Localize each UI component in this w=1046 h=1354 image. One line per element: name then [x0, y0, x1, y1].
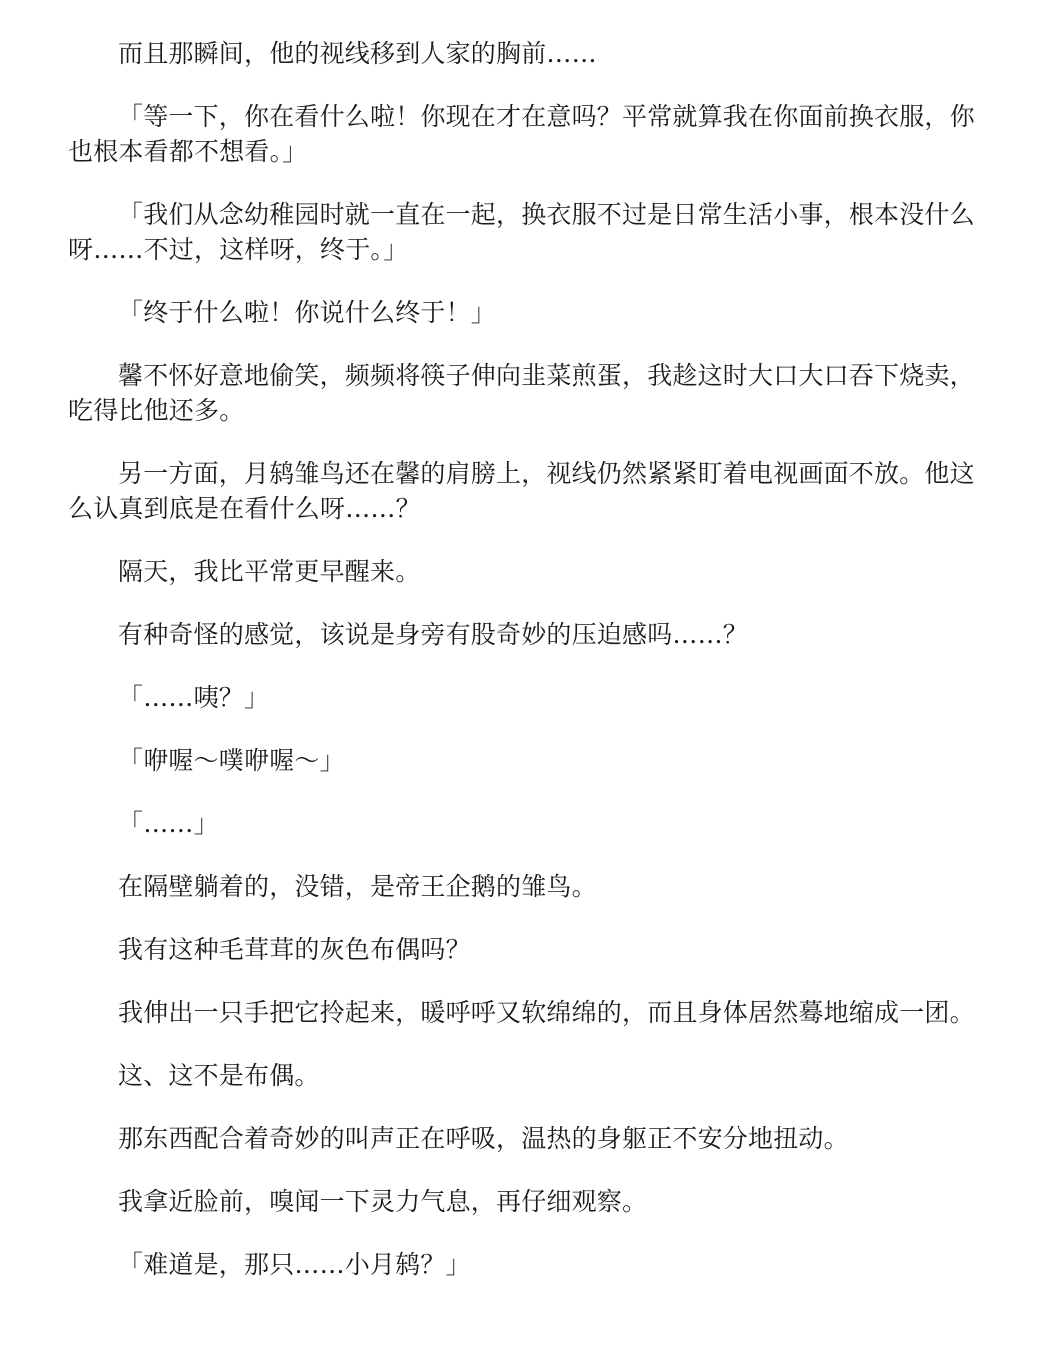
paragraph: 「终于什么啦！你说什么终于！」: [118, 298, 497, 327]
paragraph: 在隔壁躺着的，没错，是帝王企鹅的雏鸟。: [118, 872, 597, 901]
paragraph: 隔天，我比平常更早醒来。: [118, 557, 421, 586]
paragraph: 而且那瞬间，他的视线移到人家的胸前……: [118, 39, 597, 68]
paragraph: 「……」: [118, 809, 219, 838]
paragraph: 「难道是，那只……小月鸫？」: [118, 1250, 471, 1279]
paragraph: 这、这不是布偶。: [118, 1061, 320, 1090]
paragraph: 「我们从念幼稚园时就一直在一起，换衣服不过是日常生活小事，根本没什么呀……不过，这样呀，终于。」: [68, 200, 975, 264]
paragraph: 我拿近脸前，嗅闻一下灵力气息，再仔细观察。: [118, 1187, 648, 1216]
paragraph: 「……咦？」: [118, 683, 270, 712]
paragraph: 我有这种毛茸茸的灰色布偶吗？: [118, 935, 471, 964]
paragraph: 「等一下，你在看什么啦！你现在才在意吗？平常就算我在你面前换衣服，你也根本看都不想看。」: [68, 102, 975, 166]
paragraph: 那东西配合着奇妙的叫声正在呼吸，温热的身躯正不安分地扭动。: [118, 1124, 849, 1153]
paragraph: 另一方面，月鸫雏鸟还在馨的肩膀上，视线仍然紧紧盯着电视画面不放。他这么认真到底是在看什么呀……？: [68, 459, 975, 523]
paragraph: 我伸出一只手把它拎起来，暖呼呼又软绵绵的，而且身体居然蓦地缩成一团。: [118, 998, 975, 1027]
paragraph: 有种奇怪的感觉，该说是身旁有股奇妙的压迫感吗……？: [118, 620, 749, 649]
paragraph: 「咿喔～噗咿喔～」: [118, 746, 345, 775]
paragraph: 馨不怀好意地偷笑，频频将筷子伸向韭菜煎蛋，我趁这时大口大口吞下烧卖，吃得比他还多。: [68, 361, 975, 425]
